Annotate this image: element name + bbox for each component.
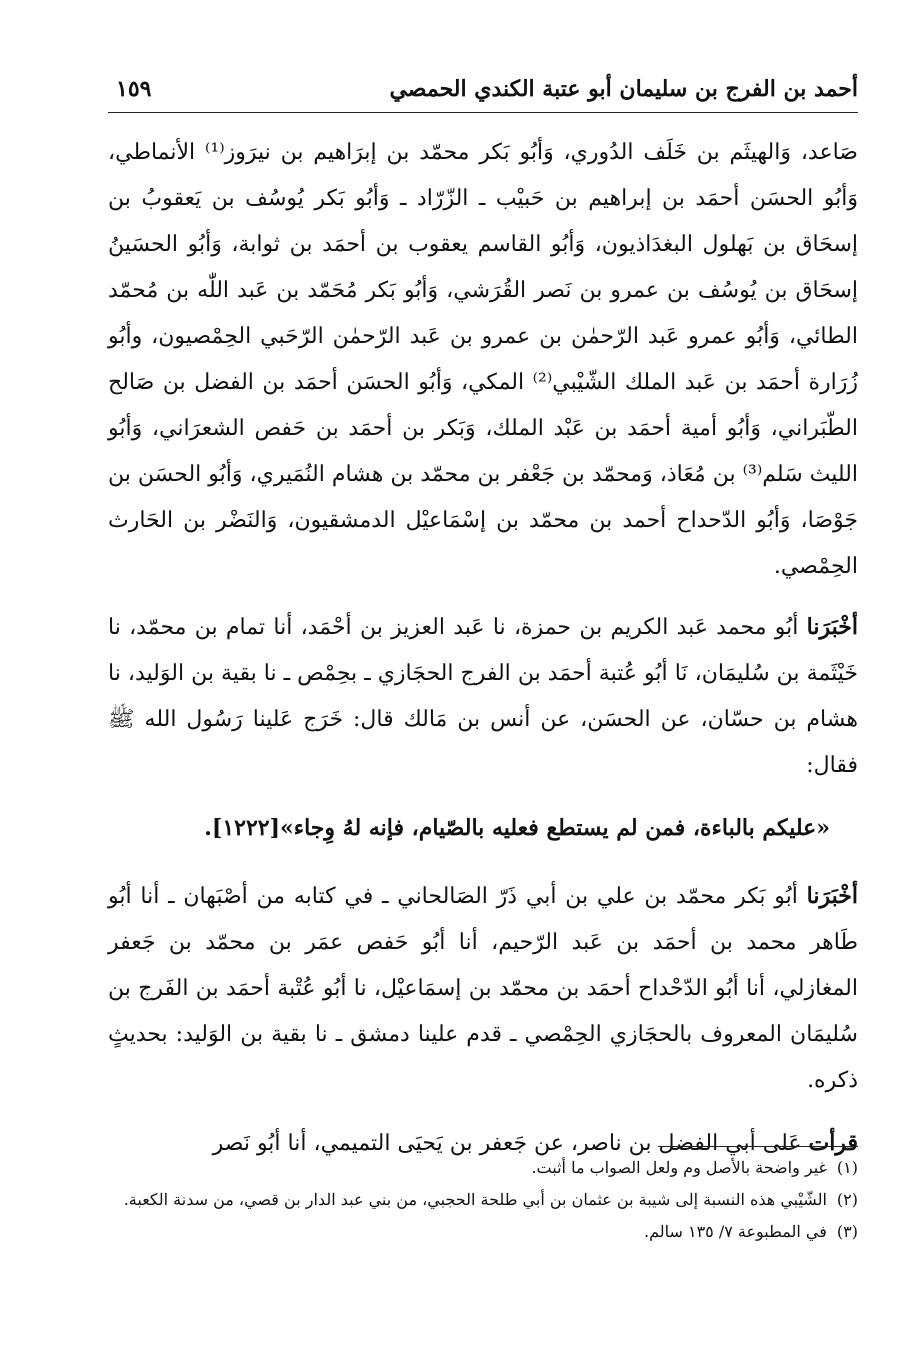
footnote-divider: [658, 1146, 858, 1147]
paragraph-isnad-2: [108, 873, 858, 1104]
page-number: ١٥٩: [116, 76, 152, 102]
footnote-number: (١): [836, 1158, 858, 1177]
paragraph-text: أبُو بَكر محمّد بن علي بن أبي ذَرّ الصَالحاني ـ في كتابه من أصْبَهان ـ أنا أبُو طَاهر محمد بن أحمَد بن عَبد الرّحيم، أنا أبُو حَفص عمَر بن محمّد بن جَعفر المغازلي، أنا أبُو الدّحْداح أحمَد بن محمّد بن إسمَاعيْل، نا أبُو عُتْبة أحمَد بن الفَرج بن سُليمَان المعروف بالحجَازي الحِمْصي ـ قدم علينا دمشق ـ نا بقية بن الوَليد: بحديثٍ ذكره.: [108, 884, 858, 1093]
footnote-text: غير واضحة بالأصل وم ولعل الصواب ما أثبت.: [531, 1158, 827, 1177]
footnote-text: في المطبوعة ٧/ ١٣٥ سالم.: [643, 1222, 827, 1241]
hadith-quote: «عليكم بالباءة، فمن لم يستطع فعليه بالصّيام، فإنه لهُ وِجاء»[١٢٢٢].: [204, 815, 830, 841]
footnote-item: [108, 1186, 858, 1214]
footnote-number: (٣): [836, 1222, 858, 1241]
paragraph-narrators: صَاعد، وَالهيثَم بن خَلَف الدُوري، وَأبُو بَكر محمّد بن إبرَاهيم بن نيرَوز⁽¹⁾ الأنماطي، وَأبُو الحسَن أحمَد بن إبراهيم بن حَبيْب ـ الزّرّاد ـ وَأبُو بَكر يُوسُف بن يَعقوبُ بن إسحَاق بن بَهلول البغدَاذيون، وَأبُو القاسم يعقوب بن أحمَد بن ثوابة، وَأبُو الحسَينُ إسحَاق بن يُوسُف بن عمرو بن نَصر القُرَشي، وَأبُو بَكر مُحَمّد بن عَبد اللّٰه بن مُحمّد الطائي، وَأبُو عمرو عَبد الرّحمٰن بن عمرو بن عَبد الرّحمٰن الرّحَبي الحِمْصيون، وأبُو زُرَارة أحمَد بن عَبد الملك الشّيْبي⁽²⁾ المكي، وَأبُو الحسَن أحمَد بن الفضل بن صَالح الطّبَراني، وَأبُو أمية أحمَد بن عَبْد الملك، وَبَكر بن أحمَد بن حَفص الشعرَاني، وَأبُو الليث سَلم⁽³⁾ بن مُعَاذ، وَمحمّد بن جَعْفر بن محمّد بن هشام النُمَيري، وَأبُو الحسَن بن جَوْصَا، وَأبُو الدّحداح أحمد بن محمّد بن إسْمَاعيْل الدمشقيون، وَالنَضْر بن الحَارث الحِمْصي.: [108, 140, 858, 579]
main-text: [108, 130, 858, 1183]
footnote-item: [108, 1218, 858, 1246]
running-header: [108, 72, 858, 113]
paragraph-isnad-1: [108, 604, 858, 789]
paragraph-lead-word: أخْبَرَنا: [806, 614, 858, 640]
paragraph-lead-word: أخْبَرَنا: [806, 883, 858, 909]
footnote-text: الشّيْبي هذه النسبة إلى شيبة بن عثمان بن أبي طلحة الحجبي، من بني عبد الدار بن قصي، من سدنة الكعبة.: [123, 1190, 827, 1209]
paragraph-text: عَلى أبي الفضل بن ناصر، عن جَعفر بن يَحيَى التميمي، أنا أبُو نَصر: [212, 1131, 809, 1156]
footnote-item: [108, 1154, 858, 1182]
paragraph-lead-word: قرأت: [808, 1130, 858, 1156]
paragraph-text: أبُو محمد عَبد الكريم بن حمزة، نا عَبد العزيز بن أحْمَد، أنا تمام بن محمّد، نا خَيْثَمة بن سُليمَان، نَا أبُو عُتبة أحمَد بن الفرج الحجَازي ـ بحِمْص ـ نا بقية بن الوَليد، نا هشام بن حسّان، عن الحسَن، عن أنس بن مَالك قال: خَرَج عَلينا رَسُول الله ﷺ فقال:: [108, 615, 858, 778]
footnote-number: (٢): [836, 1190, 858, 1209]
header-title: أحمد بن الفرج بن سليمان أبو عتبة الكندي الحمصي: [389, 76, 858, 102]
footnotes: [108, 1154, 858, 1250]
